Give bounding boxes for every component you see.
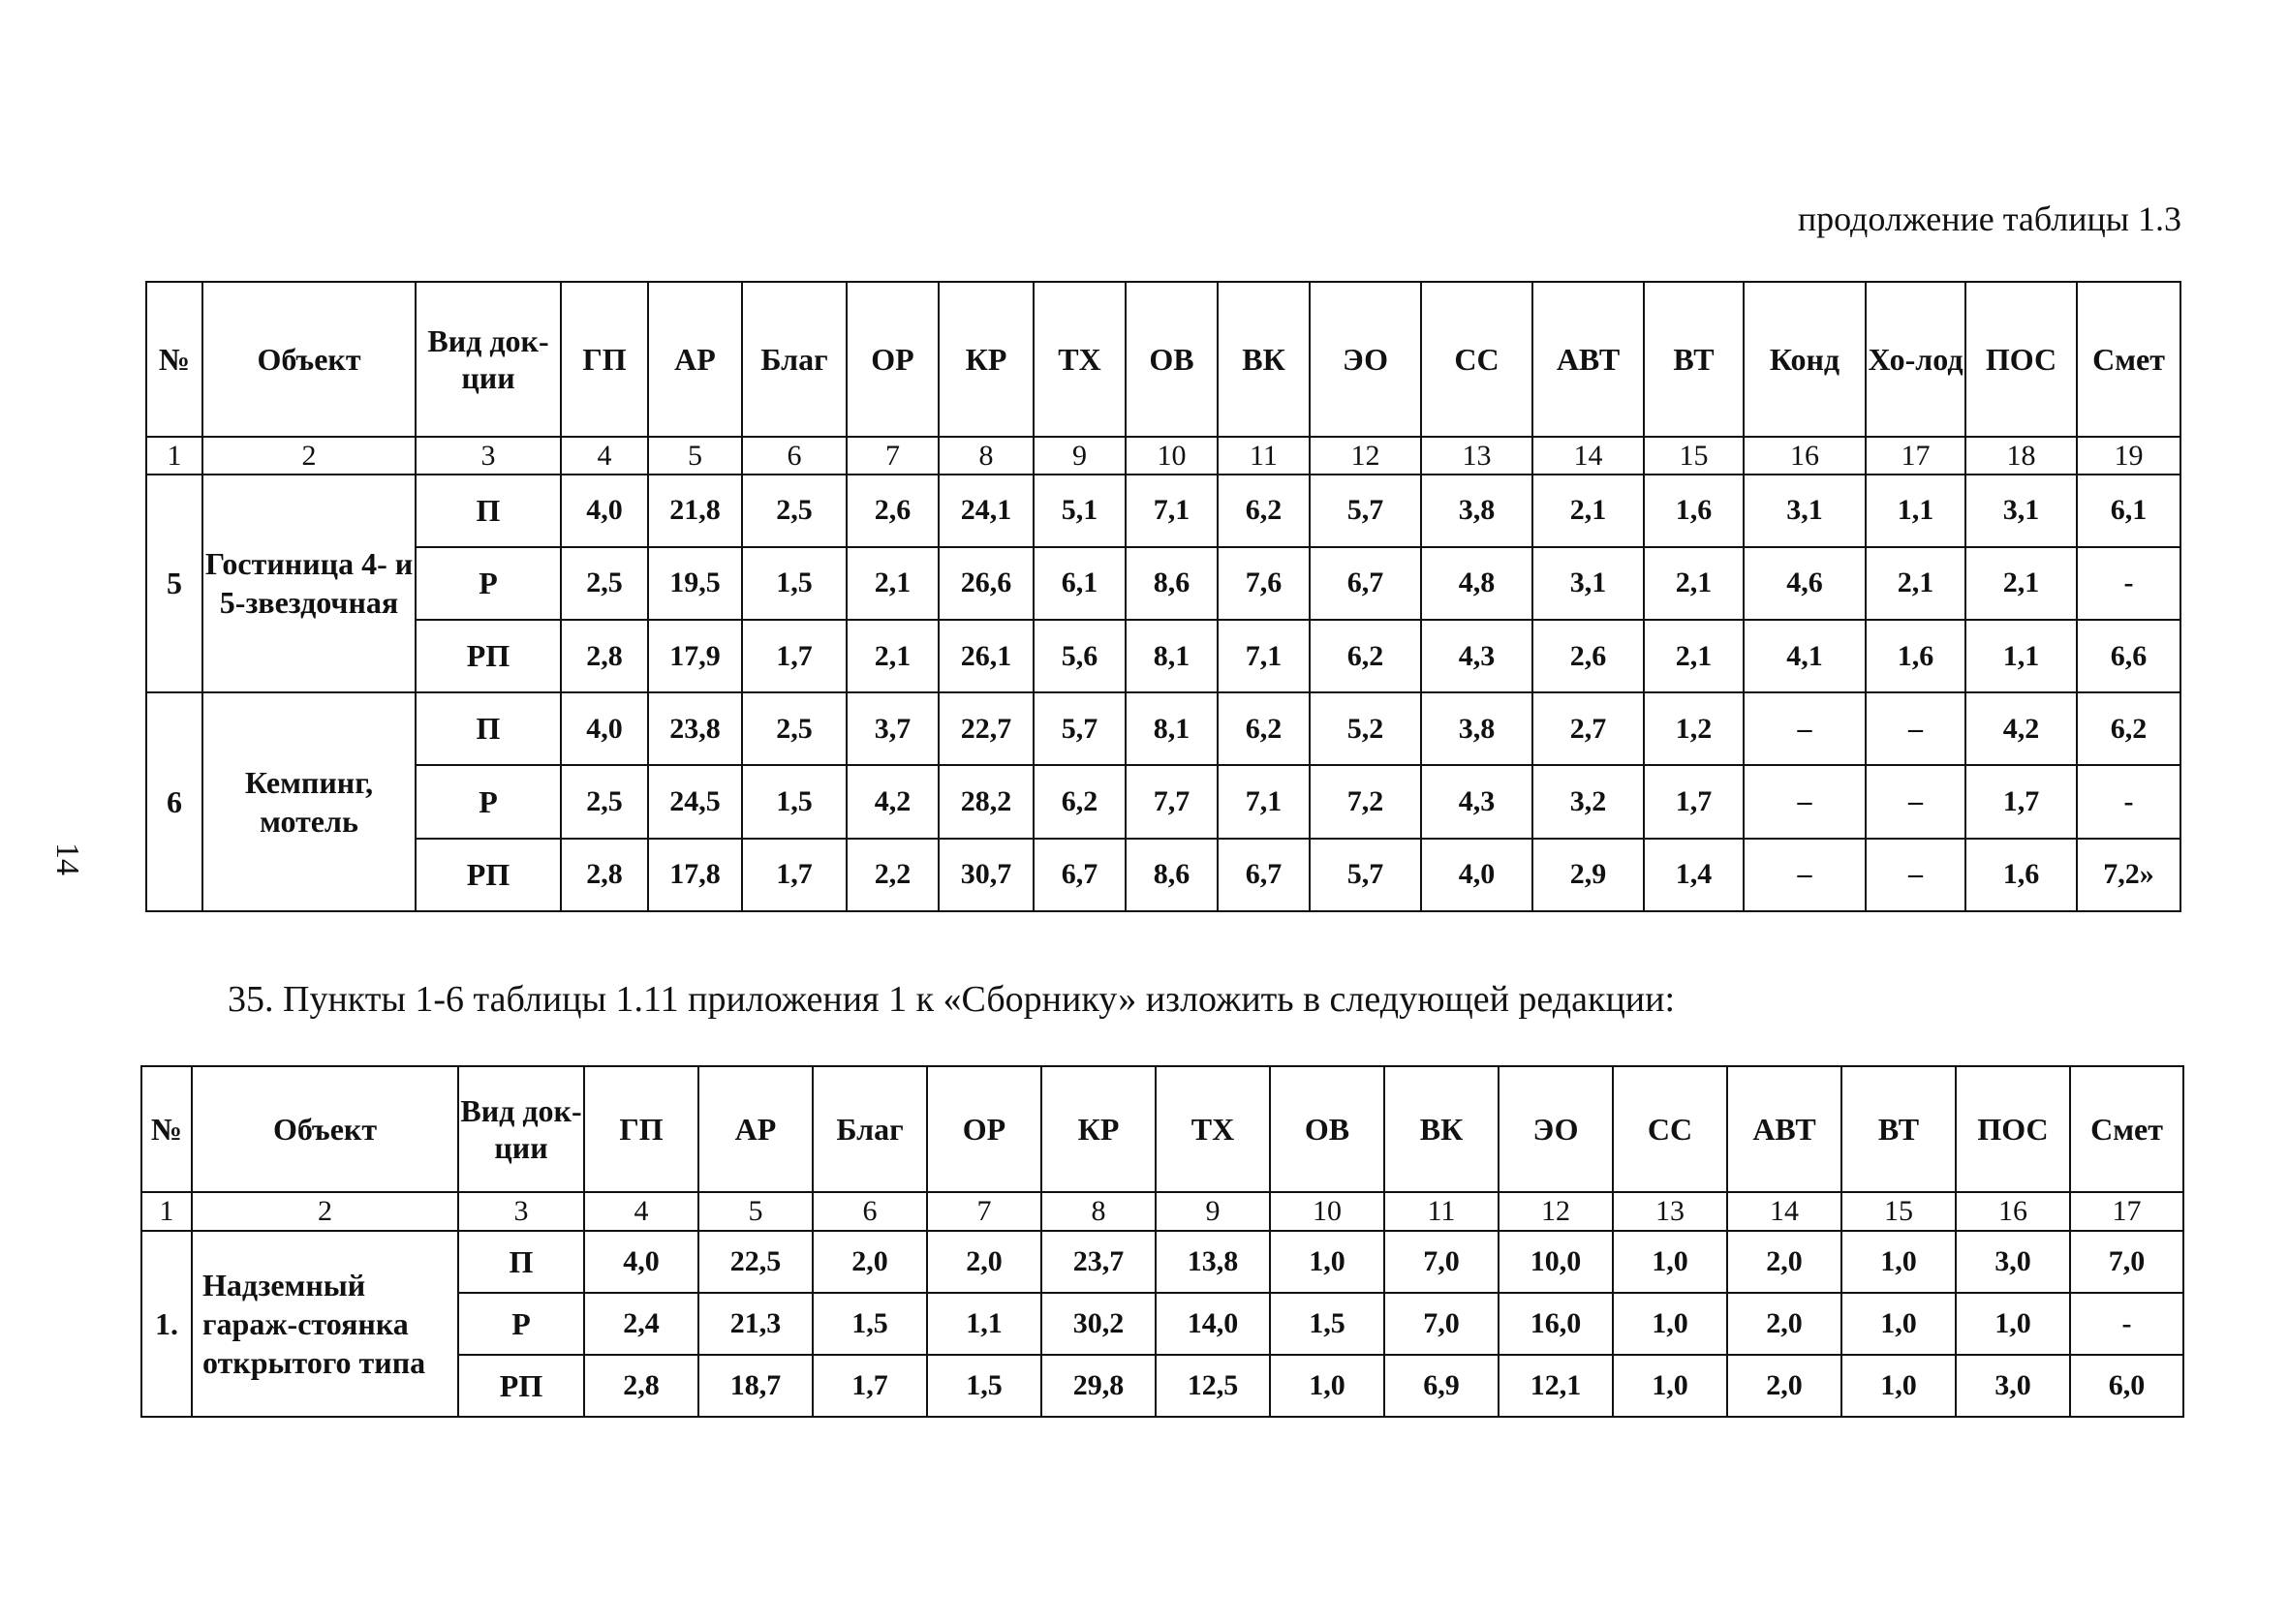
table-cell: 7,0 <box>1384 1293 1499 1355</box>
row-number: 1. <box>141 1231 192 1417</box>
table-cell: 7,6 <box>1218 547 1310 620</box>
column-index: 19 <box>2077 437 2180 474</box>
table-cell: 1,5 <box>927 1355 1041 1417</box>
column-header: СС <box>1613 1066 1727 1192</box>
table-cell: 3,8 <box>1421 475 1532 547</box>
table-cell: 2,1 <box>1532 475 1644 547</box>
column-index: 2 <box>202 437 416 474</box>
table-cell: 2,5 <box>742 692 847 765</box>
table-cell: – <box>1866 839 1965 911</box>
column-header: ТХ <box>1034 282 1126 437</box>
table-cell: – <box>1744 765 1866 838</box>
table-continuation-caption: продолжение таблицы 1.3 <box>1797 199 2181 238</box>
table-cell: 21,3 <box>698 1293 813 1355</box>
documentation-type: П <box>458 1231 584 1293</box>
documentation-type: П <box>416 475 561 547</box>
table-cell: 2,5 <box>561 547 648 620</box>
table-cell: – <box>1866 765 1965 838</box>
table-cell: 24,1 <box>939 475 1034 547</box>
column-index: 10 <box>1126 437 1218 474</box>
table-cell: 2,5 <box>561 765 648 838</box>
table-cell: 1,7 <box>813 1355 927 1417</box>
table-cell: 28,2 <box>939 765 1034 838</box>
column-index: 3 <box>416 437 561 474</box>
column-header: № <box>146 282 202 437</box>
table-cell: 3,1 <box>1965 475 2077 547</box>
table-cell: 23,8 <box>648 692 742 765</box>
table-cell: 6,2 <box>1218 475 1310 547</box>
table-cell: 21,8 <box>648 475 742 547</box>
documentation-type: РП <box>416 839 561 911</box>
table-cell: 2,0 <box>813 1231 927 1293</box>
table-cell: 6,2 <box>1218 692 1310 765</box>
table-cell: 2,1 <box>1866 547 1965 620</box>
column-header: КР <box>1041 1066 1156 1192</box>
column-index: 5 <box>648 437 742 474</box>
column-header: ОР <box>927 1066 1041 1192</box>
table-cell: 3,1 <box>1744 475 1866 547</box>
table-cell: 7,2 <box>1310 765 1421 838</box>
column-index: 16 <box>1744 437 1866 474</box>
row-number: 6 <box>146 692 202 911</box>
table-row <box>146 765 2180 838</box>
column-header: Благ <box>813 1066 927 1192</box>
column-index: 12 <box>1499 1192 1613 1231</box>
table-cell: 1,0 <box>1613 1293 1727 1355</box>
column-index: 13 <box>1421 437 1532 474</box>
table-cell: 7,7 <box>1126 765 1218 838</box>
table-cell: 2,2 <box>847 839 939 911</box>
documentation-type: РП <box>458 1355 584 1417</box>
table-cell: 1,1 <box>1965 620 2077 692</box>
table-cell: 1,0 <box>1270 1355 1384 1417</box>
table-cell: 6,7 <box>1034 839 1126 911</box>
table-cell: 6,9 <box>1384 1355 1499 1417</box>
table-1-11 <box>140 1065 2184 1418</box>
table-cell: - <box>2077 765 2180 838</box>
table-cell: 10,0 <box>1499 1231 1613 1293</box>
table-cell: 1,6 <box>1965 839 2077 911</box>
table-cell: 18,7 <box>698 1355 813 1417</box>
table-cell: – <box>1866 692 1965 765</box>
column-header: ВТ <box>1841 1066 1956 1192</box>
table-cell: 6,6 <box>2077 620 2180 692</box>
column-header: СС <box>1421 282 1532 437</box>
table-cell: 5,2 <box>1310 692 1421 765</box>
column-index: 12 <box>1310 437 1421 474</box>
column-index: 17 <box>1866 437 1965 474</box>
table-cell: – <box>1744 692 1866 765</box>
column-header: Благ <box>742 282 847 437</box>
header-row <box>141 1066 2183 1192</box>
documentation-type: П <box>416 692 561 765</box>
table-cell: 5,7 <box>1310 475 1421 547</box>
column-index: 14 <box>1727 1192 1841 1231</box>
table-cell: 1,7 <box>742 620 847 692</box>
column-header: Хо-лод <box>1866 282 1965 437</box>
amendment-note: 35. Пункты 1-6 таблицы 1.11 приложения 1 к «Сборнику» изложить в следующей редакции: <box>228 979 1676 1020</box>
table-cell: 2,0 <box>1727 1293 1841 1355</box>
table-cell: 4,3 <box>1421 620 1532 692</box>
table-cell: 4,6 <box>1744 547 1866 620</box>
column-header: ОВ <box>1270 1066 1384 1192</box>
table-cell: 2,7 <box>1532 692 1644 765</box>
column-header: АР <box>698 1066 813 1192</box>
table-cell: 1,0 <box>1270 1231 1384 1293</box>
column-header: ОВ <box>1126 282 1218 437</box>
column-header: ВТ <box>1644 282 1744 437</box>
column-index: 13 <box>1613 1192 1727 1231</box>
table-cell: 6,2 <box>1034 765 1126 838</box>
table-cell: 2,0 <box>1727 1355 1841 1417</box>
table-cell: 3,2 <box>1532 765 1644 838</box>
table-cell: 14,0 <box>1156 1293 1270 1355</box>
table-cell: 8,1 <box>1126 692 1218 765</box>
column-index: 3 <box>458 1192 584 1231</box>
table-cell: 2,6 <box>1532 620 1644 692</box>
table-cell: 1,2 <box>1644 692 1744 765</box>
table-cell: 1,0 <box>1841 1231 1956 1293</box>
column-index: 16 <box>1956 1192 2070 1231</box>
table-cell: 5,7 <box>1034 692 1126 765</box>
table-cell: 4,0 <box>561 692 648 765</box>
row-number: 5 <box>146 475 202 693</box>
table-cell: 7,1 <box>1218 765 1310 838</box>
header-row <box>146 282 2180 437</box>
table-cell: 2,1 <box>847 620 939 692</box>
table-cell: 1,6 <box>1866 620 1965 692</box>
table-cell: 2,8 <box>584 1355 698 1417</box>
table-cell: 1,6 <box>1644 475 1744 547</box>
table-cell: 3,7 <box>847 692 939 765</box>
table-cell: 5,6 <box>1034 620 1126 692</box>
column-index: 4 <box>584 1192 698 1231</box>
table-cell: 2,6 <box>847 475 939 547</box>
column-header: ГП <box>561 282 648 437</box>
page-number: 14 <box>49 843 85 875</box>
table-cell: 1,5 <box>813 1293 927 1355</box>
column-index: 5 <box>698 1192 813 1231</box>
column-index: 7 <box>927 1192 1041 1231</box>
table-cell: 30,7 <box>939 839 1034 911</box>
table-cell: 30,2 <box>1041 1293 1156 1355</box>
table-cell: 12,1 <box>1499 1355 1613 1417</box>
table-cell: 1,0 <box>1956 1293 2070 1355</box>
table-cell: – <box>1744 839 1866 911</box>
table-cell: - <box>2070 1293 2183 1355</box>
table-cell: 3,1 <box>1532 547 1644 620</box>
table-cell: 24,5 <box>648 765 742 838</box>
documentation-type: Р <box>416 547 561 620</box>
table-cell: 8,6 <box>1126 839 1218 911</box>
table-cell: 1,7 <box>742 839 847 911</box>
table-cell: 26,1 <box>939 620 1034 692</box>
column-header: ОР <box>847 282 939 437</box>
column-header: Смет <box>2077 282 2180 437</box>
column-header: КР <box>939 282 1034 437</box>
table-row <box>146 692 2180 765</box>
table-cell: 4,8 <box>1421 547 1532 620</box>
table-cell: 23,7 <box>1041 1231 1156 1293</box>
table-cell: 7,1 <box>1218 620 1310 692</box>
table-cell: 2,8 <box>561 839 648 911</box>
column-index: 15 <box>1644 437 1744 474</box>
table-cell: 7,0 <box>1384 1231 1499 1293</box>
table-cell: 2,1 <box>1644 547 1744 620</box>
column-header: Вид док-ции <box>458 1066 584 1192</box>
table-cell: 4,0 <box>561 475 648 547</box>
column-index: 2 <box>192 1192 458 1231</box>
table-cell: 12,5 <box>1156 1355 1270 1417</box>
table-cell: 29,8 <box>1041 1355 1156 1417</box>
object-name: Кемпинг, мотель <box>202 692 416 911</box>
table-cell: 2,8 <box>561 620 648 692</box>
table-cell: 1,1 <box>927 1293 1041 1355</box>
column-index: 4 <box>561 437 648 474</box>
column-header: Конд <box>1744 282 1866 437</box>
table-cell: 4,0 <box>1421 839 1532 911</box>
column-header: ГП <box>584 1066 698 1192</box>
table-cell: 13,8 <box>1156 1231 1270 1293</box>
table-cell: 4,0 <box>584 1231 698 1293</box>
table-cell: 19,5 <box>648 547 742 620</box>
column-index-row <box>146 437 2180 474</box>
column-header: Смет <box>2070 1066 2183 1192</box>
table-cell: 8,6 <box>1126 547 1218 620</box>
table-cell: 1,5 <box>742 547 847 620</box>
table-cell: 1,0 <box>1613 1231 1727 1293</box>
table-cell: 2,1 <box>847 547 939 620</box>
column-header: Объект <box>192 1066 458 1192</box>
column-header: ВК <box>1218 282 1310 437</box>
table-row <box>146 620 2180 692</box>
table-cell: 6,7 <box>1218 839 1310 911</box>
table-cell: 7,0 <box>2070 1231 2183 1293</box>
column-index: 7 <box>847 437 939 474</box>
table-cell: 17,8 <box>648 839 742 911</box>
table-cell: 1,7 <box>1965 765 2077 838</box>
column-header: АВТ <box>1532 282 1644 437</box>
column-header: ПОС <box>1965 282 2077 437</box>
column-index: 9 <box>1156 1192 1270 1231</box>
table-cell: 2,5 <box>742 475 847 547</box>
table-cell: 1,0 <box>1841 1355 1956 1417</box>
table-cell: 6,2 <box>2077 692 2180 765</box>
table-1-3 <box>145 281 2181 912</box>
column-header: ЭО <box>1310 282 1421 437</box>
table-row <box>141 1231 2183 1293</box>
table-cell: 3,8 <box>1421 692 1532 765</box>
table-cell: 2,1 <box>1965 547 2077 620</box>
table-cell: 2,4 <box>584 1293 698 1355</box>
table-cell: 6,1 <box>2077 475 2180 547</box>
table-cell: 3,0 <box>1956 1355 2070 1417</box>
column-index: 1 <box>146 437 202 474</box>
table-cell: 2,0 <box>1727 1231 1841 1293</box>
table-cell: 4,2 <box>1965 692 2077 765</box>
column-header: Объект <box>202 282 416 437</box>
table-cell: 1,4 <box>1644 839 1744 911</box>
column-index: 11 <box>1384 1192 1499 1231</box>
table-cell: 4,1 <box>1744 620 1866 692</box>
table-cell: 2,1 <box>1644 620 1744 692</box>
column-index: 11 <box>1218 437 1310 474</box>
column-index: 15 <box>1841 1192 1956 1231</box>
table-cell: 3,0 <box>1956 1231 2070 1293</box>
column-index: 17 <box>2070 1192 2183 1231</box>
column-index: 14 <box>1532 437 1644 474</box>
table-cell: 5,1 <box>1034 475 1126 547</box>
column-index: 18 <box>1965 437 2077 474</box>
table-cell: 4,3 <box>1421 765 1532 838</box>
table-cell: 1,5 <box>1270 1293 1384 1355</box>
table-cell: 22,5 <box>698 1231 813 1293</box>
table-cell: - <box>2077 547 2180 620</box>
table-cell: 22,7 <box>939 692 1034 765</box>
column-header: Вид док-ции <box>416 282 561 437</box>
table-cell: 26,6 <box>939 547 1034 620</box>
table-cell: 7,2» <box>2077 839 2180 911</box>
table-cell: 1,0 <box>1841 1293 1956 1355</box>
documentation-type: Р <box>458 1293 584 1355</box>
table-cell: 6,7 <box>1310 547 1421 620</box>
table-cell: 16,0 <box>1499 1293 1613 1355</box>
table-cell: 1,7 <box>1644 765 1744 838</box>
column-header: ЭО <box>1499 1066 1613 1192</box>
column-index: 6 <box>813 1192 927 1231</box>
documentation-type: РП <box>416 620 561 692</box>
column-index: 10 <box>1270 1192 1384 1231</box>
column-header: АР <box>648 282 742 437</box>
table-cell: 6,0 <box>2070 1355 2183 1417</box>
column-index: 8 <box>1041 1192 1156 1231</box>
column-index: 6 <box>742 437 847 474</box>
table-cell: 4,2 <box>847 765 939 838</box>
column-header: ВК <box>1384 1066 1499 1192</box>
column-header: ТХ <box>1156 1066 1270 1192</box>
table-cell: 6,1 <box>1034 547 1126 620</box>
column-header: ПОС <box>1956 1066 2070 1192</box>
column-header: № <box>141 1066 192 1192</box>
table-cell: 1,5 <box>742 765 847 838</box>
table-cell: 8,1 <box>1126 620 1218 692</box>
table-cell: 5,7 <box>1310 839 1421 911</box>
column-header: АВТ <box>1727 1066 1841 1192</box>
column-index: 8 <box>939 437 1034 474</box>
table-row <box>146 839 2180 911</box>
table-cell: 2,0 <box>927 1231 1041 1293</box>
table-row <box>146 475 2180 547</box>
table-cell: 1,0 <box>1613 1355 1727 1417</box>
column-index: 9 <box>1034 437 1126 474</box>
table-cell: 6,2 <box>1310 620 1421 692</box>
object-name: Надземный гараж-стоянка открытого типа <box>192 1231 458 1417</box>
table-cell: 17,9 <box>648 620 742 692</box>
table-cell: 1,1 <box>1866 475 1965 547</box>
table-row <box>146 547 2180 620</box>
documentation-type: Р <box>416 765 561 838</box>
table-cell: 7,1 <box>1126 475 1218 547</box>
object-name: Гостиница 4- и 5-звездочная <box>202 475 416 693</box>
column-index-row <box>141 1192 2183 1231</box>
table-cell: 2,9 <box>1532 839 1644 911</box>
column-index: 1 <box>141 1192 192 1231</box>
